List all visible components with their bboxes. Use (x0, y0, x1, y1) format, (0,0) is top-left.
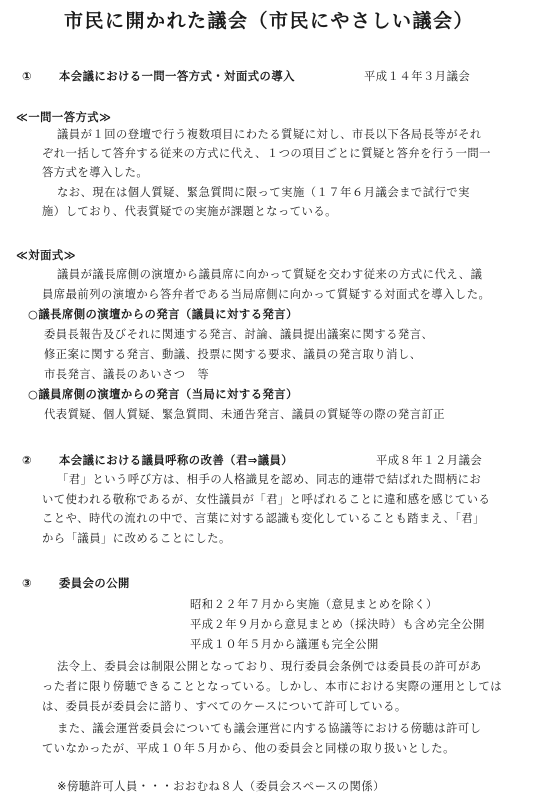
paragraph-line: 「君」という呼び方は、相手の人格識見を認め、同志的連帯で結ばれた間柄にお (57, 473, 482, 486)
section2-number: ② (22, 454, 33, 467)
subsection-facing-heading: ≪対面式≫ (16, 249, 77, 262)
subsection-qa-heading: ≪一問一答方式≫ (16, 111, 112, 124)
section3-heading: 委員会の公開 (59, 577, 130, 590)
section3-number: ③ (22, 577, 33, 590)
list-line: 市長発言、議長のあいさつ 等 (44, 368, 210, 381)
paragraph-line: ことや、時代の流れの中で、言葉に対する認識も変化していることも踏まえ、「君」 (42, 512, 485, 525)
paragraph-line: ていなかったが、平成１０年５月から、他の委員会と同様の取り扱いとした。 (42, 742, 455, 755)
section1-number: ① (22, 70, 33, 83)
item-chair-side-heading: ○議長席側の演壇からの発言（議員に対する発言） (28, 308, 298, 321)
paragraph-line: また、議会運営委員会についても議会運営に内する協議等における傍聴は許可し (57, 722, 482, 735)
timeline-line: 平成２年９月から意見まとめ（採決時）も含め完全公開 (190, 618, 485, 631)
list-line: 修正案に関する発言、動議、投票に関する要求、議員の発言取り消し、 (44, 348, 422, 361)
footnote: ※傍聴許可人員・・・おおむね８人（委員会スペースの関係） (57, 780, 385, 793)
section1-date: 平成１４年３月議会 (364, 70, 471, 83)
paragraph-line: いて使われる敬称であるが、女性議員が「君」と呼ばれることに違和感を感じている (42, 493, 491, 506)
paragraph-line: 員席最前列の演壇から答弁者である当局席側に向かって質疑する対面式を導入した。 (42, 288, 491, 301)
paragraph-line: から「議員」に改めることにした。 (42, 532, 231, 545)
page-title: 市民に開かれた議会（市民にやさしい議会） (64, 10, 475, 32)
section2-date: 平成８年１２月議会 (376, 454, 483, 467)
paragraph-line: 法令上、委員会は制限公開となっており、現行委員会条例では委員長の許可があ (57, 660, 482, 673)
section1-heading: 本会議における一問一答方式・対面式の導入 (59, 70, 295, 83)
paragraph-line: なお、現在は個人質疑、緊急質問に限って実施（１７年６月議会まで試行で実 (57, 186, 470, 199)
list-line: 代表質疑、個人質疑、緊急質問、未通告発言、議員の質疑等の際の発言訂正 (44, 408, 446, 421)
paragraph-line: 施）しており、代表質疑での実施が課題となっている。 (42, 205, 337, 218)
section2-heading: 本会議における議員呼称の改善（君⇒議員） (59, 454, 294, 467)
paragraph-line: った者に限り傍聴できることとなっている。しかし、本市における実際の運用としては (42, 680, 503, 693)
paragraph-line: は、委員長が委員会に諮り、すべてのケースについて許可している。 (42, 700, 407, 713)
timeline-line: 平成１０年５月から議運も完全公開 (190, 638, 379, 651)
paragraph-line: ぞれ一括して答弁する従来の方式に代え、１つの項目ごとに質疑と答弁を行う一問一 (42, 147, 491, 160)
list-line: 委員長報告及びそれに関連する発言、討論、議員提出議案に関する発言、 (44, 328, 434, 341)
item-member-side-heading: ○議員席側の演壇からの発言（当局に対する発言） (28, 388, 298, 401)
paragraph-line: 議員が議長席側の演壇から議員席に向かって質疑を交わす従来の方式に代え、議 (57, 268, 483, 281)
paragraph-line: 答方式を導入した。 (42, 166, 149, 179)
paragraph-line: 議員が１回の登壇で行う複数項目にわたる質疑に対し、市長以下各局長等がそれ (57, 128, 482, 141)
timeline-line: 昭和２２年７月から実施（意見まとめを除く） (190, 598, 438, 611)
